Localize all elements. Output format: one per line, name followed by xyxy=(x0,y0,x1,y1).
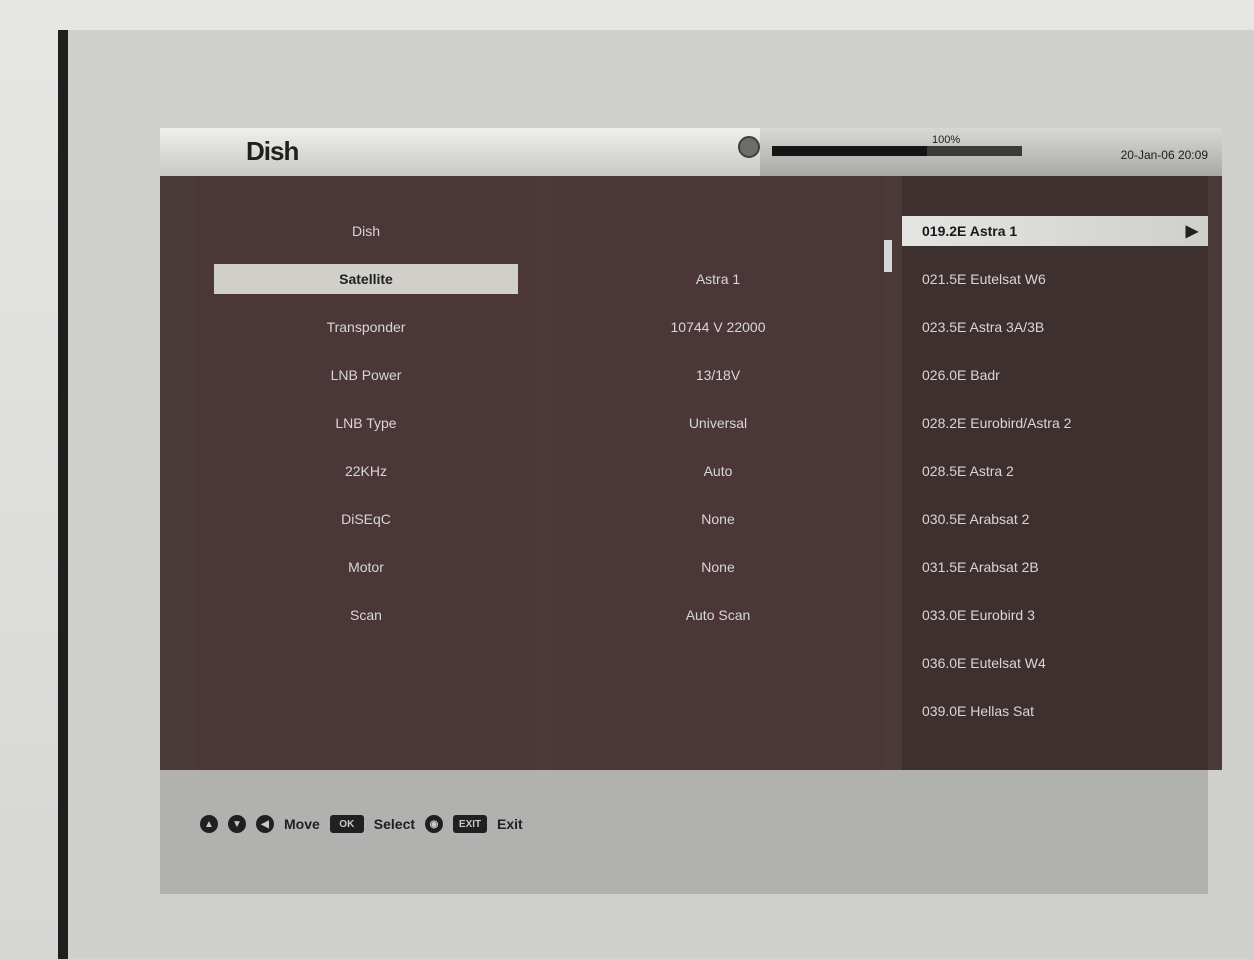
scrollbar-indicator[interactable] xyxy=(884,240,892,272)
chevron-right-icon: ▶ xyxy=(1185,223,1198,240)
satellite-list-item[interactable]: 028.2E Eurobird/Astra 2 xyxy=(922,415,1072,431)
menu-item-lnb-type[interactable]: LNB Type xyxy=(335,415,397,431)
value-transponder: 10744 V 22000 xyxy=(670,319,766,335)
satellite-list-item[interactable]: 033.0E Eurobird 3 xyxy=(922,607,1035,623)
ok-key-icon: OK xyxy=(330,815,364,833)
back-icon: ◉ xyxy=(425,815,443,833)
menu-item-transponder[interactable]: Transponder xyxy=(326,319,406,335)
value-lnb-power: 13/18V xyxy=(695,367,741,383)
satellite-list-item[interactable]: 019.2E Astra 1 ▶ xyxy=(902,216,1208,246)
satellite-list-item[interactable]: 023.5E Astra 3A/3B xyxy=(922,319,1045,335)
settings-label-column xyxy=(196,176,536,770)
menu-item-satellite[interactable]: Satellite xyxy=(214,264,518,294)
menu-item-22khz[interactable]: 22KHz xyxy=(344,463,388,479)
exit-label: Exit xyxy=(497,816,523,832)
signal-strength-text: 100% xyxy=(932,134,961,146)
satellite-list xyxy=(902,176,1208,770)
settings-value-column xyxy=(552,176,884,770)
satellite-list-item[interactable]: 036.0E Eutelsat W4 xyxy=(922,655,1046,671)
header-tab xyxy=(160,128,760,176)
satellite-list-item[interactable]: 031.5E Arabsat 2B xyxy=(922,559,1039,575)
value-scan: Auto Scan xyxy=(685,607,751,623)
select-label: Select xyxy=(373,816,416,832)
dish-settings-screen xyxy=(160,128,1222,770)
value-lnb-type: Universal xyxy=(688,415,748,431)
arrow-left-icon: ◀ xyxy=(256,815,274,833)
satellite-list-item[interactable]: 021.5E Eutelsat W6 xyxy=(922,271,1046,287)
menu-item-motor[interactable]: Motor xyxy=(348,559,384,575)
value-diseqc: None xyxy=(701,511,735,527)
move-label: Move xyxy=(284,816,320,832)
signal-strength-bar xyxy=(772,146,1022,156)
header-bar xyxy=(160,128,1222,176)
satellite-list-item[interactable]: 030.5E Arabsat 2 xyxy=(922,511,1030,527)
exit-key-icon: EXIT xyxy=(453,815,487,833)
clock: 20-Jan-06 20:09 xyxy=(1120,148,1208,162)
satellite-list-item[interactable]: 039.0E Hellas Sat xyxy=(922,703,1035,719)
value-motor: None xyxy=(701,559,735,575)
help-footer xyxy=(160,770,1208,894)
satellite-list-item[interactable]: 028.5E Astra 2 xyxy=(922,463,1014,479)
arrow-up-icon: ▲ xyxy=(200,815,218,833)
page-title: Dish xyxy=(246,136,299,166)
help-legend xyxy=(200,815,523,833)
signal-strength-fill xyxy=(772,146,927,156)
value-22khz: Auto xyxy=(703,463,733,479)
menu-item-lnb-power[interactable]: LNB Power xyxy=(330,367,402,383)
signal-icon xyxy=(738,136,760,158)
menu-item-scan[interactable]: Scan xyxy=(350,607,382,623)
arrow-down-icon: ▼ xyxy=(228,815,246,833)
menu-item-diseqc[interactable]: DiSEqC xyxy=(341,511,391,527)
satellite-list-item[interactable]: 026.0E Badr xyxy=(922,367,1000,383)
value-satellite: Astra 1 xyxy=(695,271,741,287)
value-dish xyxy=(552,216,884,246)
menu-item-dish[interactable]: Dish xyxy=(351,223,380,239)
